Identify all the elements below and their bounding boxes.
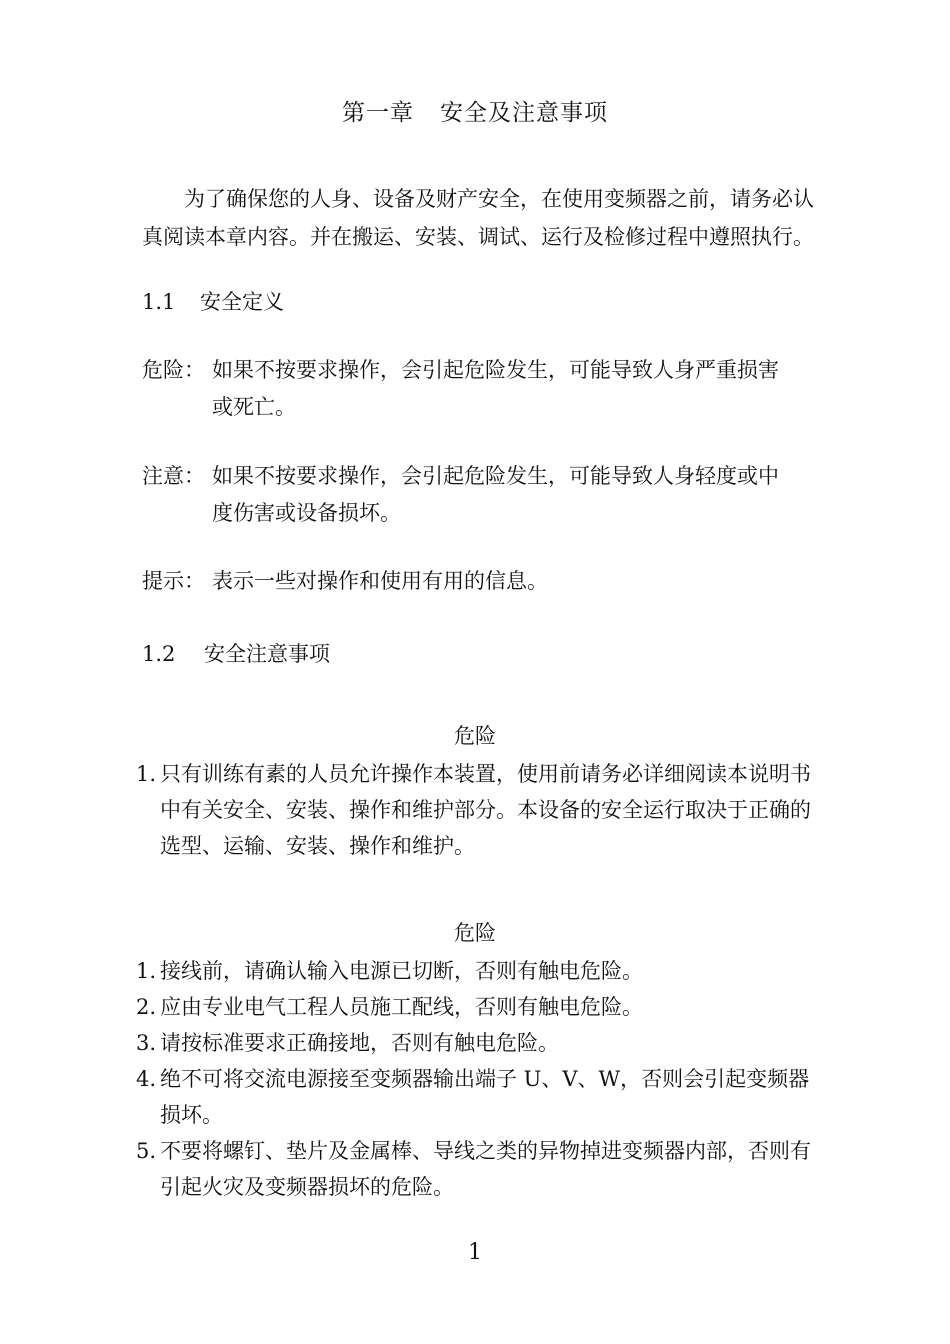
section-number: 1.2 <box>142 642 176 666</box>
danger-list-1 <box>136 756 816 864</box>
list-item <box>136 1061 816 1133</box>
item-number: 4. <box>136 1067 157 1091</box>
danger-box-title: 危险 <box>454 921 496 945</box>
item-number: 5. <box>136 1139 157 1163</box>
item-text: 请按标准要求正确接地，否则有触电危险。 <box>160 1031 559 1055</box>
item-text: 绝不可将交流电源接至变频器输出端子 U、V、W，否则会引起变频器损坏。 <box>160 1067 810 1127</box>
definition-label: 危险： <box>142 358 205 382</box>
definition-text-cont: 度伤害或设备损坏。 <box>212 501 401 525</box>
section-title: 安全定义 <box>200 290 284 314</box>
intro-paragraph: 为了确保您的人身、设备及财产安全，在使用变频器之前，请务必认真阅读本章内容。并在搬运、安装、调试、运行及检修过程中遵照执行。 <box>142 187 814 249</box>
definition-caution <box>142 458 814 532</box>
definition-text: 表示一些对操作和使用有用的信息。 <box>212 569 548 593</box>
definition-label: 提示： <box>142 569 205 593</box>
page-number: 1 <box>468 1240 482 1265</box>
list-item <box>136 989 816 1025</box>
item-text: 接线前，请确认输入电源已切断，否则有触电危险。 <box>160 959 643 983</box>
item-number: 1. <box>136 762 157 786</box>
list-item <box>136 1025 816 1061</box>
chapter-title <box>0 94 950 127</box>
danger-list-2 <box>136 953 816 1205</box>
item-text: 只有训练有素的人员允许操作本装置，使用前请务必详细阅读本说明书中有关安全、安装、操作和维护部分。本设备的安全运行取决于正确的选型、运输、安装、操作和维护。 <box>160 762 811 858</box>
definition-text: 如果不按要求操作，会引起危险发生，可能导致人身轻度或中 <box>212 464 779 488</box>
item-number: 1. <box>136 959 157 983</box>
definition-text: 如果不按要求操作，会引起危险发生，可能导致人身严重损害 <box>212 358 779 382</box>
item-number: 3. <box>136 1031 157 1055</box>
danger-box-title: 危险 <box>454 724 496 748</box>
definition-text-cont: 或死亡。 <box>212 395 296 419</box>
section-title: 安全注意事项 <box>204 642 330 666</box>
list-item <box>136 756 816 864</box>
section-heading-1-2 <box>142 638 330 668</box>
definition-danger <box>142 352 814 426</box>
item-number: 2. <box>136 995 157 1019</box>
definition-label: 注意： <box>142 464 205 488</box>
chapter-name: 安全及注意事项 <box>440 100 608 126</box>
item-text: 应由专业电气工程人员施工配线，否则有触电危险。 <box>160 995 643 1019</box>
section-heading-1-1 <box>142 286 284 316</box>
definition-tip <box>142 563 814 600</box>
section-number: 1.1 <box>142 290 176 314</box>
list-item <box>136 953 816 989</box>
list-item <box>136 1133 816 1205</box>
chapter-number: 第一章 <box>342 100 414 126</box>
item-text: 不要将螺钉、垫片及金属棒、导线之类的异物掉进变频器内部，否则有引起火灾及变频器损坏的危险。 <box>160 1139 811 1199</box>
